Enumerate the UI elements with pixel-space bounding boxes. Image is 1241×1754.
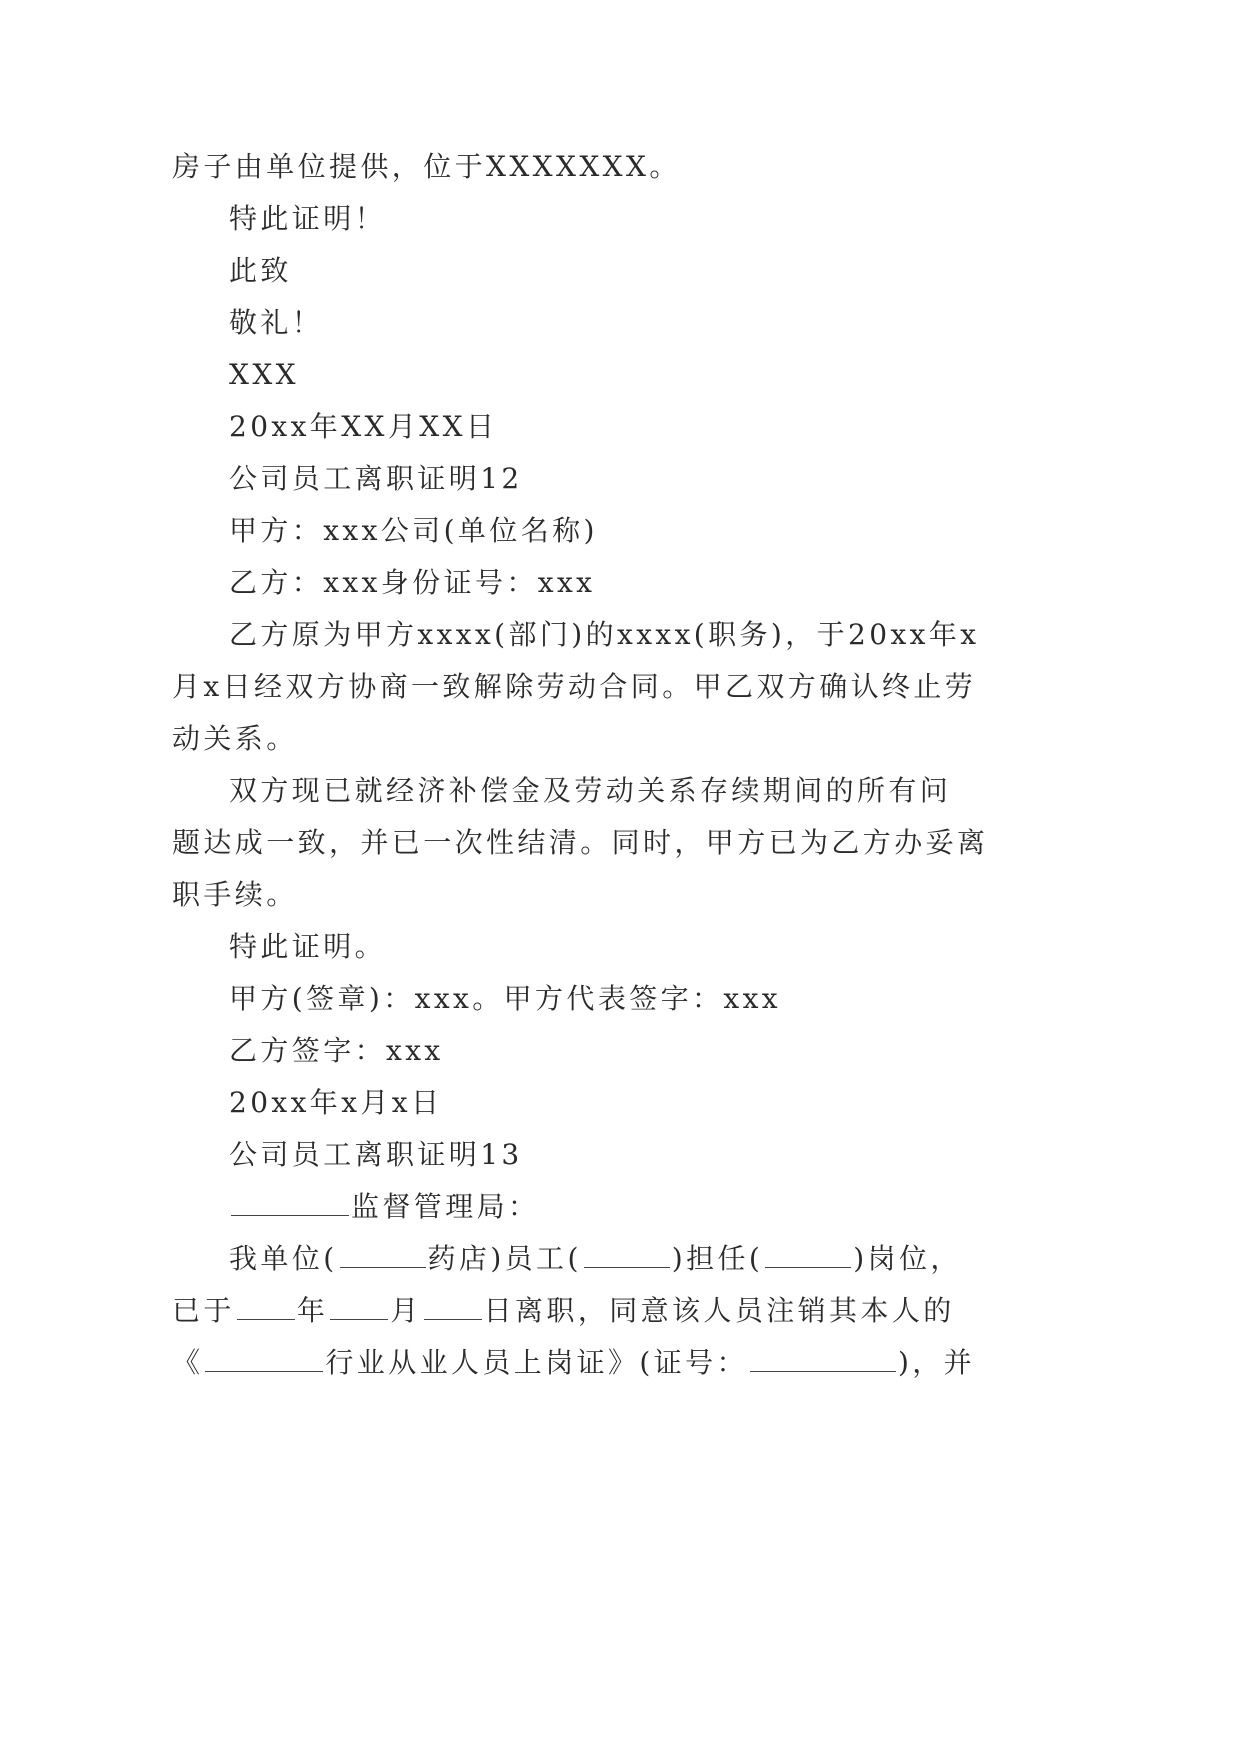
- section-heading: 公司员工离职证明12: [229, 462, 523, 495]
- text-line: 题达成一致，并已一次性结清。同时，甲方已为乙方办妥离: [172, 826, 989, 859]
- blank-field: [330, 1297, 388, 1320]
- form-text: )岗位，: [853, 1242, 962, 1275]
- form-text: 我单位(: [229, 1242, 338, 1275]
- form-text: )，并: [897, 1346, 976, 1379]
- text-line: 20xx年XX月XX日: [229, 410, 498, 443]
- text-line: 双方现已就经济补偿金及劳动关系存续期间的所有问: [229, 774, 952, 807]
- form-text: 年: [296, 1294, 329, 1327]
- form-text: )担任(: [671, 1242, 764, 1275]
- form-text: 行业从业人员上岗证》(证号：: [325, 1346, 748, 1379]
- text-line: 乙方：xxx身份证号：xxx: [229, 566, 596, 599]
- blank-field: [584, 1245, 670, 1268]
- form-text: 监督管理局：: [351, 1190, 540, 1223]
- text-line: 乙方签字：xxx: [229, 1034, 444, 1067]
- text-line: XXX: [229, 358, 300, 391]
- text-line: 乙方原为甲方xxxx(部门)的xxxx(职务)，于20xx年x: [229, 618, 980, 651]
- text-line: 20xx年x月x日: [229, 1086, 443, 1119]
- form-text: 月: [390, 1294, 422, 1327]
- form-text: 日离职，同意该人员注销其本人的: [483, 1294, 955, 1327]
- form-line-date: [172, 1294, 955, 1328]
- text-line: 职手续。: [172, 878, 298, 911]
- text-line: 月x日经双方协商一致解除劳动合同。甲乙双方确认终止劳: [172, 670, 977, 703]
- blank-field: [205, 1349, 323, 1372]
- form-text: 已于: [172, 1294, 235, 1327]
- form-text: 《: [172, 1346, 204, 1379]
- blank-field: [750, 1349, 896, 1372]
- blank-field: [424, 1297, 482, 1320]
- form-text: 药店)员工(: [427, 1242, 582, 1275]
- blank-field: [765, 1245, 851, 1268]
- text-line: 房子由单位提供，位于XXXXXXX。: [172, 150, 681, 183]
- text-line: 敬礼！: [229, 306, 324, 339]
- text-line: 甲方(签章)：xxx。甲方代表签字：xxx: [229, 982, 781, 1015]
- form-line-certificate: [172, 1346, 975, 1380]
- text-line: 特此证明！: [229, 202, 387, 235]
- form-line-addressee: [229, 1190, 539, 1224]
- text-line: 动关系。: [172, 722, 298, 755]
- blank-field: [231, 1193, 349, 1216]
- text-line: 特此证明。: [229, 930, 387, 963]
- text-line: 甲方：xxx公司(单位名称): [229, 514, 598, 547]
- blank-field: [340, 1245, 426, 1268]
- form-line-employee: [229, 1242, 962, 1276]
- text-line: 此致: [229, 254, 292, 287]
- blank-field: [237, 1297, 295, 1320]
- section-heading: 公司员工离职证明13: [229, 1138, 523, 1171]
